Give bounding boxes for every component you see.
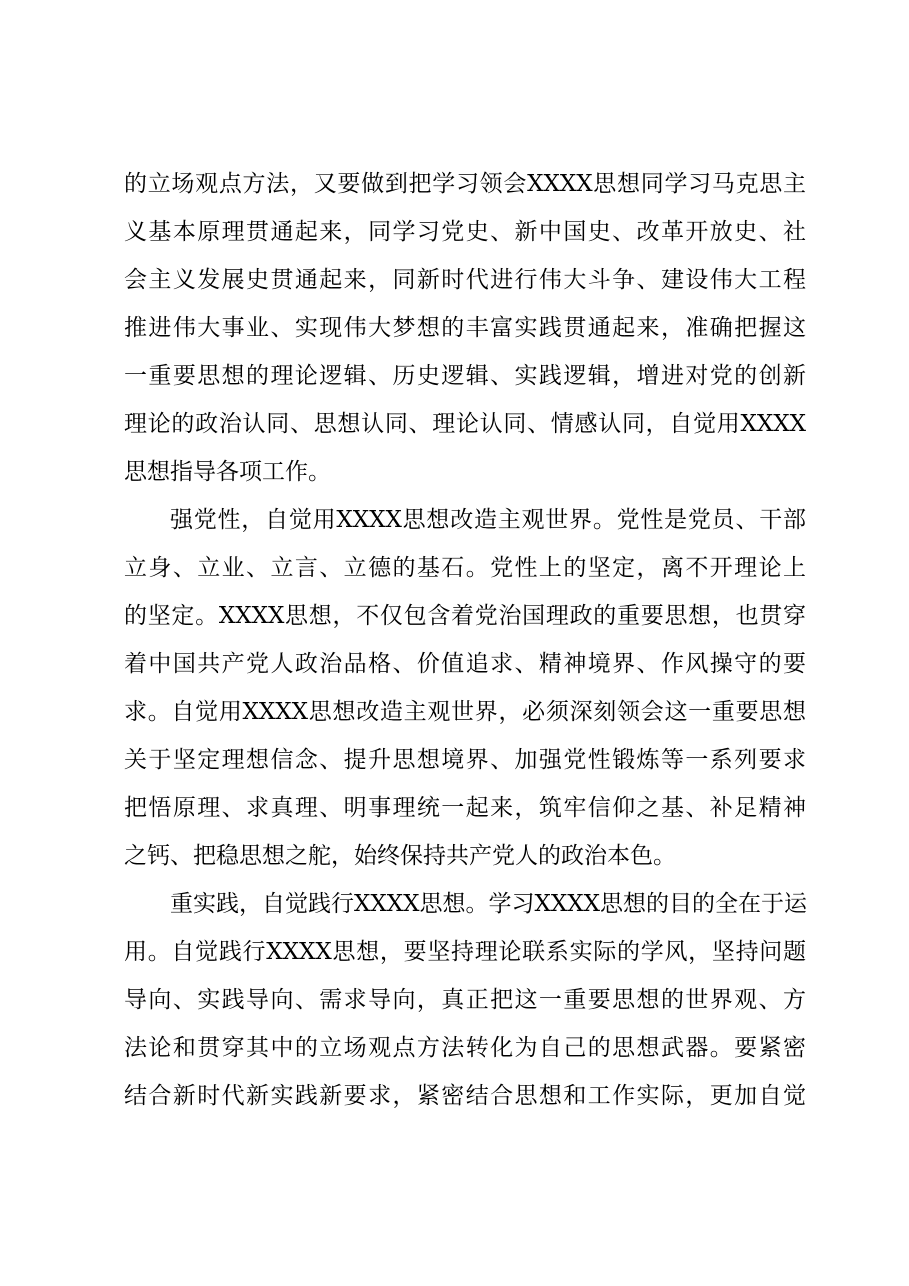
text-line: 立身、立业、立言、立德的基石。党性上的坚定，离不开理论上 — [124, 555, 806, 581]
text-line: 之钙、把稳思想之舵，始终保持共产党人的政治本色。 — [124, 843, 676, 869]
text-line: 着中国共产党人政治品格、价值追求、精神境界、作风操守的要 — [124, 651, 806, 677]
text-line: 导向、实践导向、需求导向，真正把这一重要思想的世界观、方 — [124, 987, 806, 1013]
text-line: 求。自觉用XXXX思想改造主观世界，必须深刻领会这一重要思想 — [124, 699, 806, 725]
text-line: 义基本原理贯通起来，同学习党史、新中国史、改革开放史、社 — [124, 219, 806, 245]
paragraph-1 — [124, 160, 806, 496]
text-line: 的坚定。XXXX思想，不仅包含着党治国理政的重要思想，也贯穿 — [124, 603, 806, 629]
body-text — [124, 160, 806, 1120]
paragraph-2 — [124, 496, 806, 880]
text-line: 强党性，自觉用XXXX思想改造主观世界。党性是党员、干部 — [170, 507, 806, 533]
text-line: 用。自觉践行XXXX思想，要坚持理论联系实际的学风，坚持问题 — [124, 939, 806, 965]
text-line: 一重要思想的理论逻辑、历史逻辑、实践逻辑，增进对党的创新 — [124, 363, 806, 389]
text-line: 思想指导各项工作。 — [124, 459, 331, 485]
text-line: 法论和贯穿其中的立场观点方法转化为自己的思想武器。要紧密 — [124, 1035, 806, 1061]
text-line: 结合新时代新实践新要求，紧密结合思想和工作实际，更加自觉 — [124, 1083, 806, 1109]
text-line: 理论的政治认同、思想认同、理论认同、情感认同，自觉用XXXX — [124, 411, 806, 437]
text-line: 关于坚定理想信念、提升思想境界、加强党性锻炼等一系列要求 — [124, 747, 806, 773]
paragraph-3 — [124, 880, 806, 1120]
text-line: 把悟原理、求真理、明事理统一起来，筑牢信仰之基、补足精神 — [124, 795, 806, 821]
text-line: 的立场观点方法，又要做到把学习领会XXXX思想同学习马克思主 — [124, 171, 806, 197]
text-line: 会主义发展史贯通起来，同新时代进行伟大斗争、建设伟大工程 — [124, 267, 806, 293]
text-line: 推进伟大事业、实现伟大梦想的丰富实践贯通起来，准确把握这 — [124, 315, 806, 341]
text-line: 重实践，自觉践行XXXX思想。学习XXXX思想的目的全在于运 — [170, 891, 807, 917]
